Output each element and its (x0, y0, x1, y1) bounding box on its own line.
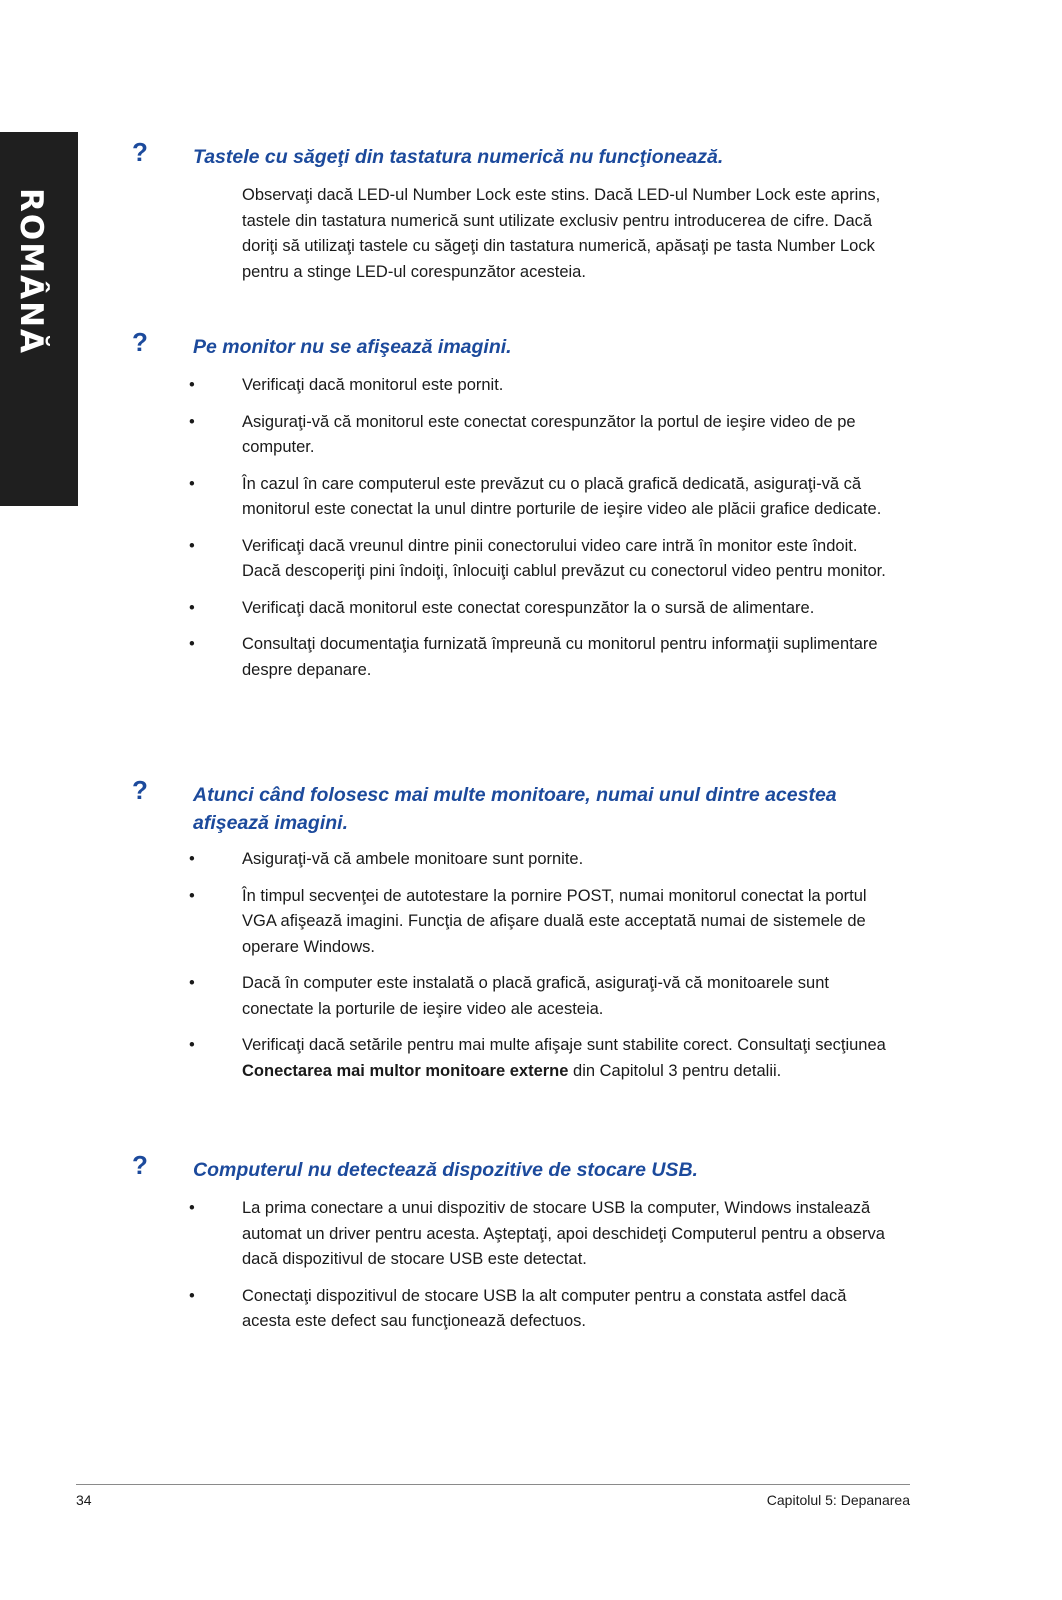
list-item (0, 847, 1062, 873)
bullet-marker: • (189, 1286, 195, 1305)
bullet-marker: • (189, 850, 195, 868)
bullet-marker: • (189, 886, 195, 905)
bullet-marker: • (189, 474, 195, 493)
page-number: 34 (76, 1492, 92, 1508)
bullet-marker: • (189, 376, 195, 394)
list-item (0, 1284, 1062, 1335)
bullet-marker: • (189, 598, 195, 617)
list-item-text (242, 1033, 892, 1084)
bullet-marker: • (189, 1199, 195, 1217)
bullet-list (0, 1196, 1062, 1346)
language-tab-label: ROMÂNĂ (13, 188, 49, 355)
list-item-text: Verificaţi dacă monitorul este pornit. (242, 376, 504, 394)
list-item (0, 534, 1062, 585)
list-item (0, 1196, 1062, 1273)
chapter-reference-bold: Conectarea mai multor monitoare externe (242, 1061, 569, 1080)
bullet-list (0, 847, 1062, 1095)
bullet-list (0, 373, 1062, 694)
list-item-text: În timpul secvenţei de autotestare la pornire POST, numai monitorul conectat la portul VGA afişează imagini. Funcţia de afişare duală este acceptată numai de sistemele de operare Windows. (242, 886, 867, 956)
list-item (0, 596, 1062, 622)
question-mark-icon: ? (132, 775, 148, 805)
section-paragraph: Observaţi dacă LED-ul Number Lock este stins. Dacă LED-ul Number Lock este aprins, tastele din tastatura numerică sunt utilizate exclusiv pentru introducerea de cifre. Dacă doriţi să utilizaţi tastele cu săgeţi din tastatura numerică, apăsaţi pe tasta Number Lock pentru a stinge LED-ul corespunzător acesteia. (242, 186, 881, 281)
list-item-text-before: Verificaţi dacă setările pentru mai multe afişaje sunt stabilite corect. Consultaţi secţiunea (242, 1036, 886, 1054)
list-item-text: Verificaţi dacă vreunul dintre pinii conectorului video care intră în monitor este îndoit. Dacă descoperiţi pini îndoiţi, înlocuiţi cablul prevăzut cu conectorul video pentru monitor. (242, 536, 886, 580)
list-item-text: Asiguraţi-vă că ambele monitoare sunt pornite. (242, 850, 584, 868)
list-item-text: La prima conectare a unui dispozitiv de stocare USB la computer, Windows instalează automat un driver pentru acesta. Aşteptaţi, apoi deschideţi Computerul pentru a observa dacă dispozitivul de stocare USB este detectat. (242, 1199, 885, 1268)
list-item (0, 472, 1062, 523)
question-mark-icon: ? (132, 327, 148, 357)
list-item (0, 632, 1062, 683)
footer-divider (76, 1484, 910, 1485)
list-item (0, 884, 1062, 961)
section-heading: Tastele cu săgeţi din tastatura numerică nu funcţionează. (193, 146, 724, 168)
list-item-text: Conectaţi dispozitivul de stocare USB la alt computer pentru a constata astfel dacă acesta este defect sau funcţionează defectuos. (242, 1286, 847, 1330)
section-heading: Computerul nu detectează dispozitive de stocare USB. (193, 1159, 698, 1181)
list-item-text: În cazul în care computerul este prevăzut cu o placă grafică dedicată, asiguraţi-vă că monitorul este conectat la unul dintre porturile de ieşire video ale plăcii grafice dedicate. (242, 474, 882, 518)
list-item-text: Verificaţi dacă monitorul este conectat corespunzător la o sursă de alimentare. (242, 598, 815, 617)
bullet-marker: • (189, 635, 195, 653)
list-item-text-after: din Capitolul 3 pentru detalii. (568, 1061, 782, 1080)
bullet-marker: • (189, 412, 195, 431)
list-item (0, 971, 1062, 1022)
chapter-footer: Capitolul 5: Depanarea (766, 1492, 910, 1508)
bullet-marker: • (189, 536, 195, 555)
list-item (0, 1033, 1062, 1084)
bullet-marker: • (189, 974, 195, 992)
question-mark-icon: ? (132, 1150, 148, 1180)
section-heading: Atunci când folosesc mai multe monitoare, numai unul dintre acestea afişează imagini. (193, 784, 837, 834)
question-mark-icon: ? (132, 137, 148, 167)
list-item (0, 410, 1062, 461)
list-item (0, 373, 1062, 399)
list-item-text: Dacă în computer este instalată o placă grafică, asiguraţi-vă că monitoarele sunt conectate la porturile de ieşire video ale acesteia. (242, 974, 829, 1018)
list-item-text: Consultaţi documentaţia furnizată împreună cu monitorul pentru informaţii suplimentare despre depanare. (242, 635, 878, 679)
section-heading: Pe monitor nu se afişează imagini. (193, 336, 512, 358)
bullet-marker: • (189, 1036, 195, 1054)
list-item-text: Asiguraţi-vă că monitorul este conectat corespunzător la portul de ieşire video de pe computer. (242, 412, 856, 456)
